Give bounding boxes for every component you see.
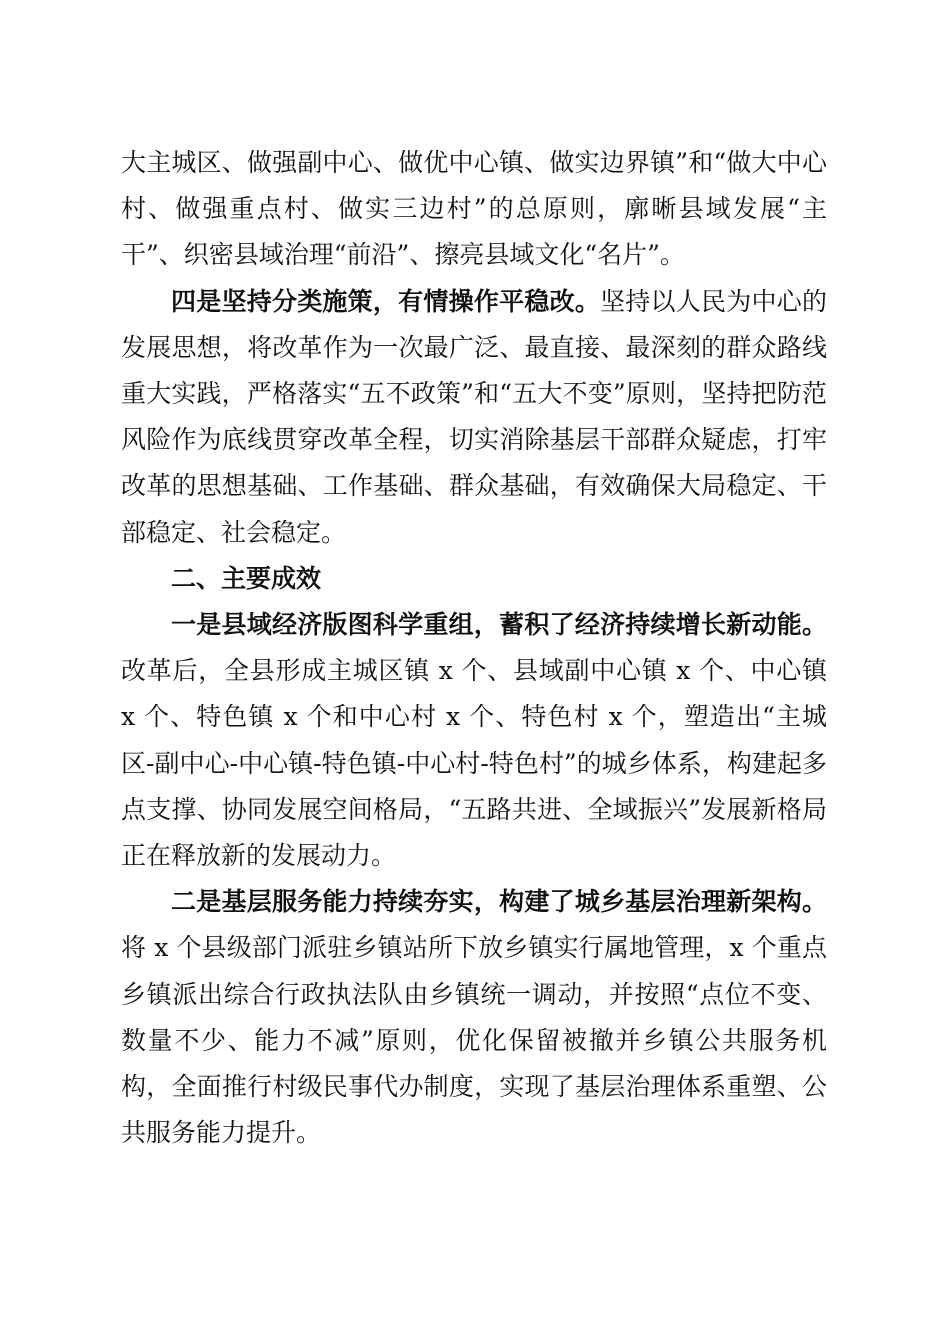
paragraph-result-one — [121, 602, 827, 879]
section-heading: 二、主要成效 — [171, 563, 322, 593]
document-body — [121, 140, 827, 1156]
paragraph-result-two — [121, 879, 827, 1156]
paragraph-text: 改革后，全县形成主城区镇 x 个、县域副中心镇 x 个、中心镇 x 个、特色镇 x 个和中心村 x 个、特色村 x 个，塑造出“主城区-副中心-中心镇-特色镇-中心村-特色村”的城乡体系，构建起多点支撑、协同发展空间格局，“五路共进、全域振兴”发展新格局正在释放新的发展动力。 — [121, 656, 827, 871]
paragraph-text: 坚持以人民为中心的发展思想，将改革作为一次最广泛、最直接、最深刻的群众路线重大实践，严格落实“五不政策”和“五大不变”原则，坚持把防范风险作为底线贯穿改革全程，切实消除基层干部群众疑虑，打牢改革的思想基础、工作基础、群众基础，有效确保大局稳定、干部稳定、社会稳定。 — [121, 286, 827, 547]
paragraph-lead: 一是县域经济版图科学重组，蓄积了经济持续增长新动能。 — [171, 610, 827, 640]
paragraph-principle-four — [121, 279, 827, 556]
paragraph-lead: 二是基层服务能力持续夯实，构建了城乡基层治理新架构。 — [171, 887, 827, 917]
paragraph-text: 将 x 个县级部门派驻乡镇站所下放乡镇实行属地管理，x 个重点乡镇派出综合行政执法队由乡镇统一调动，并按照“点位不变、数量不少、能力不减”原则，优化保留被撤并乡镇公共服务机构，全面推行村级民事代办制度，实现了基层治理体系重塑、公共服务能力提升。 — [121, 933, 827, 1148]
paragraph-text: 大主城区、做强副中心、做优中心镇、做实边界镇”和“做大中心村、做强重点村、做实三边村”的总原则，廓晰县域发展“主干”、织密县域治理“前沿”、擦亮县域文化“名片”。 — [121, 148, 827, 270]
paragraph-lead: 四是坚持分类施策，有情操作平稳改。 — [171, 286, 601, 316]
paragraph-continuation — [121, 140, 827, 279]
